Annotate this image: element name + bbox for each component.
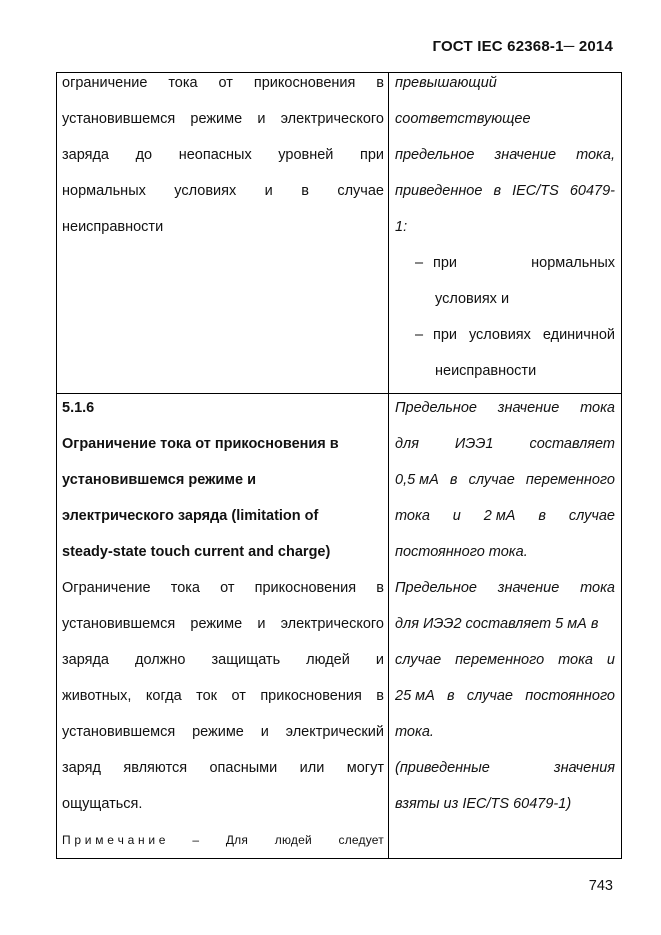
text-line: взяты из IEC/TS 60479-1) [395, 796, 572, 812]
word: защищать [211, 652, 281, 668]
text-line [62, 73, 384, 109]
word: тока [580, 580, 615, 596]
word: значения [553, 760, 615, 776]
word: опасными [209, 760, 278, 776]
word: значение [497, 400, 560, 416]
word: IEC/TS [512, 183, 559, 199]
text-line [62, 109, 384, 145]
word: тока, [576, 147, 615, 163]
word: от [231, 688, 246, 704]
text-line [395, 470, 615, 506]
word: ограничение [62, 75, 148, 91]
word: электрического [280, 111, 384, 127]
word: значение [497, 580, 560, 596]
word: режиме [190, 111, 243, 127]
bullet-continuation: условиях и [435, 291, 510, 307]
word: в [493, 183, 502, 199]
word: людей [306, 652, 350, 668]
text-line [62, 145, 384, 181]
word: режиме [192, 724, 244, 740]
word: тока [168, 75, 198, 91]
word: для [395, 436, 419, 452]
word: и [260, 724, 269, 740]
word: предельное [395, 147, 475, 163]
row1-left-cell [62, 73, 384, 253]
word: и [257, 111, 266, 127]
word: в [447, 688, 455, 704]
word: и [452, 508, 461, 524]
word: до [135, 147, 153, 163]
word: являются [123, 760, 188, 776]
word: следует [338, 833, 384, 847]
dash-icon: – [415, 255, 424, 271]
bullet-item [395, 325, 615, 361]
row1-right-cell [395, 73, 615, 397]
word: и [606, 652, 615, 668]
text-line [62, 686, 384, 722]
heading-line: Ограничение тока от прикосновения в [62, 436, 339, 452]
page-number: 743 [588, 878, 613, 894]
word: людей [274, 833, 312, 847]
text-line [395, 650, 615, 686]
word: электрического [280, 616, 384, 632]
text-line [395, 758, 615, 794]
text-line [62, 650, 384, 686]
text-line [62, 578, 384, 614]
heading-line: электрического заряда (limitation of [62, 508, 319, 524]
word: случае [337, 183, 384, 199]
word: нормальных [62, 183, 146, 199]
word: и [257, 616, 266, 632]
word: Для [225, 833, 249, 847]
text-line: соответствующее [395, 111, 531, 127]
word: от [220, 580, 235, 596]
word: от [218, 75, 233, 91]
text-line: постоянного тока. [395, 544, 528, 560]
word: и [375, 652, 384, 668]
word: электрический [285, 724, 384, 740]
bullet-continuation: неисправности [435, 363, 537, 379]
word: и [264, 183, 273, 199]
word: единичной [542, 327, 615, 343]
word: постоянного [525, 688, 615, 704]
word: условиях [468, 327, 531, 343]
word: Ограничение [62, 580, 151, 596]
text-line [62, 181, 384, 217]
text-line [62, 614, 384, 650]
row2-right-cell [395, 398, 615, 830]
heading-line: steady-state touch current and charge) [62, 544, 331, 560]
word: случае [468, 472, 515, 488]
text-line [395, 145, 615, 181]
word: прикосновения [260, 688, 362, 704]
word: 25 мА [395, 688, 435, 704]
word: установившемся [62, 724, 176, 740]
word: 2 мА [483, 508, 516, 524]
text-line: неисправности [62, 219, 164, 235]
text-line [62, 758, 384, 794]
dash-icon: – [415, 327, 424, 343]
word: могут [346, 760, 384, 776]
word: в [538, 508, 546, 524]
text-line [395, 398, 615, 434]
word: случае [568, 508, 615, 524]
word: при [359, 147, 384, 163]
word: тока [558, 652, 593, 668]
word: прикосновения [254, 580, 357, 596]
text-line [62, 722, 384, 758]
heading-line: установившемся режиме и [62, 472, 256, 488]
word: случае [395, 652, 442, 668]
word: режиме [190, 616, 243, 632]
word: когда [145, 688, 182, 704]
word: П р и м е ч а н и е [62, 833, 166, 847]
word: уровней [278, 147, 334, 163]
word: заряда [62, 652, 109, 668]
row2-left-cell [62, 398, 384, 866]
word: неопасных [178, 147, 252, 163]
text-line [395, 686, 615, 722]
bullet-item [395, 253, 615, 289]
word: Предельное [395, 580, 477, 596]
word: заряд [62, 760, 101, 776]
document-header: ГОСТ IEC 62368-1─ 2014 [432, 38, 613, 55]
word: установившемся [62, 111, 176, 127]
word: Предельное [395, 400, 477, 416]
word: 0,5 мА [395, 472, 439, 488]
word: переменного [525, 472, 615, 488]
word: заряда [62, 147, 109, 163]
word: в [301, 183, 309, 199]
text-line [395, 578, 615, 614]
word: переменного [455, 652, 545, 668]
word: тока [170, 580, 200, 596]
word: приведенное [395, 183, 483, 199]
text-line: 1: [395, 219, 408, 235]
word: ток [196, 688, 217, 704]
word: 60479- [569, 183, 615, 199]
word: нормальных [531, 255, 615, 271]
word: в [376, 75, 384, 91]
word: тока [395, 508, 430, 524]
word: животных, [62, 688, 132, 704]
word: значение [494, 147, 557, 163]
word: (приведенные [395, 760, 490, 776]
text-line: тока. [395, 724, 434, 740]
word: в [449, 472, 458, 488]
word: ИЭЭ1 [454, 436, 494, 452]
word: при [433, 255, 458, 271]
text-line [395, 506, 615, 542]
text-line: ощущаться. [62, 796, 143, 812]
word: установившемся [62, 616, 176, 632]
word: составляет [529, 436, 615, 452]
word: условиях [174, 183, 237, 199]
word: или [299, 760, 325, 776]
column-divider [388, 72, 389, 859]
word: – [192, 833, 200, 847]
word: тока [580, 400, 615, 416]
text-line: превышающий [395, 75, 497, 91]
note-line [62, 830, 384, 866]
text-line [395, 181, 615, 217]
word: прикосновения [253, 75, 356, 91]
word: в [376, 580, 384, 596]
section-number: 5.1.6 [62, 400, 95, 416]
word: должно [135, 652, 186, 668]
word: случае [466, 688, 513, 704]
word: в [376, 688, 384, 704]
text-line [395, 434, 615, 470]
text-line: для ИЭЭ2 составляет 5 мА в [395, 616, 599, 632]
word: при [433, 327, 458, 343]
